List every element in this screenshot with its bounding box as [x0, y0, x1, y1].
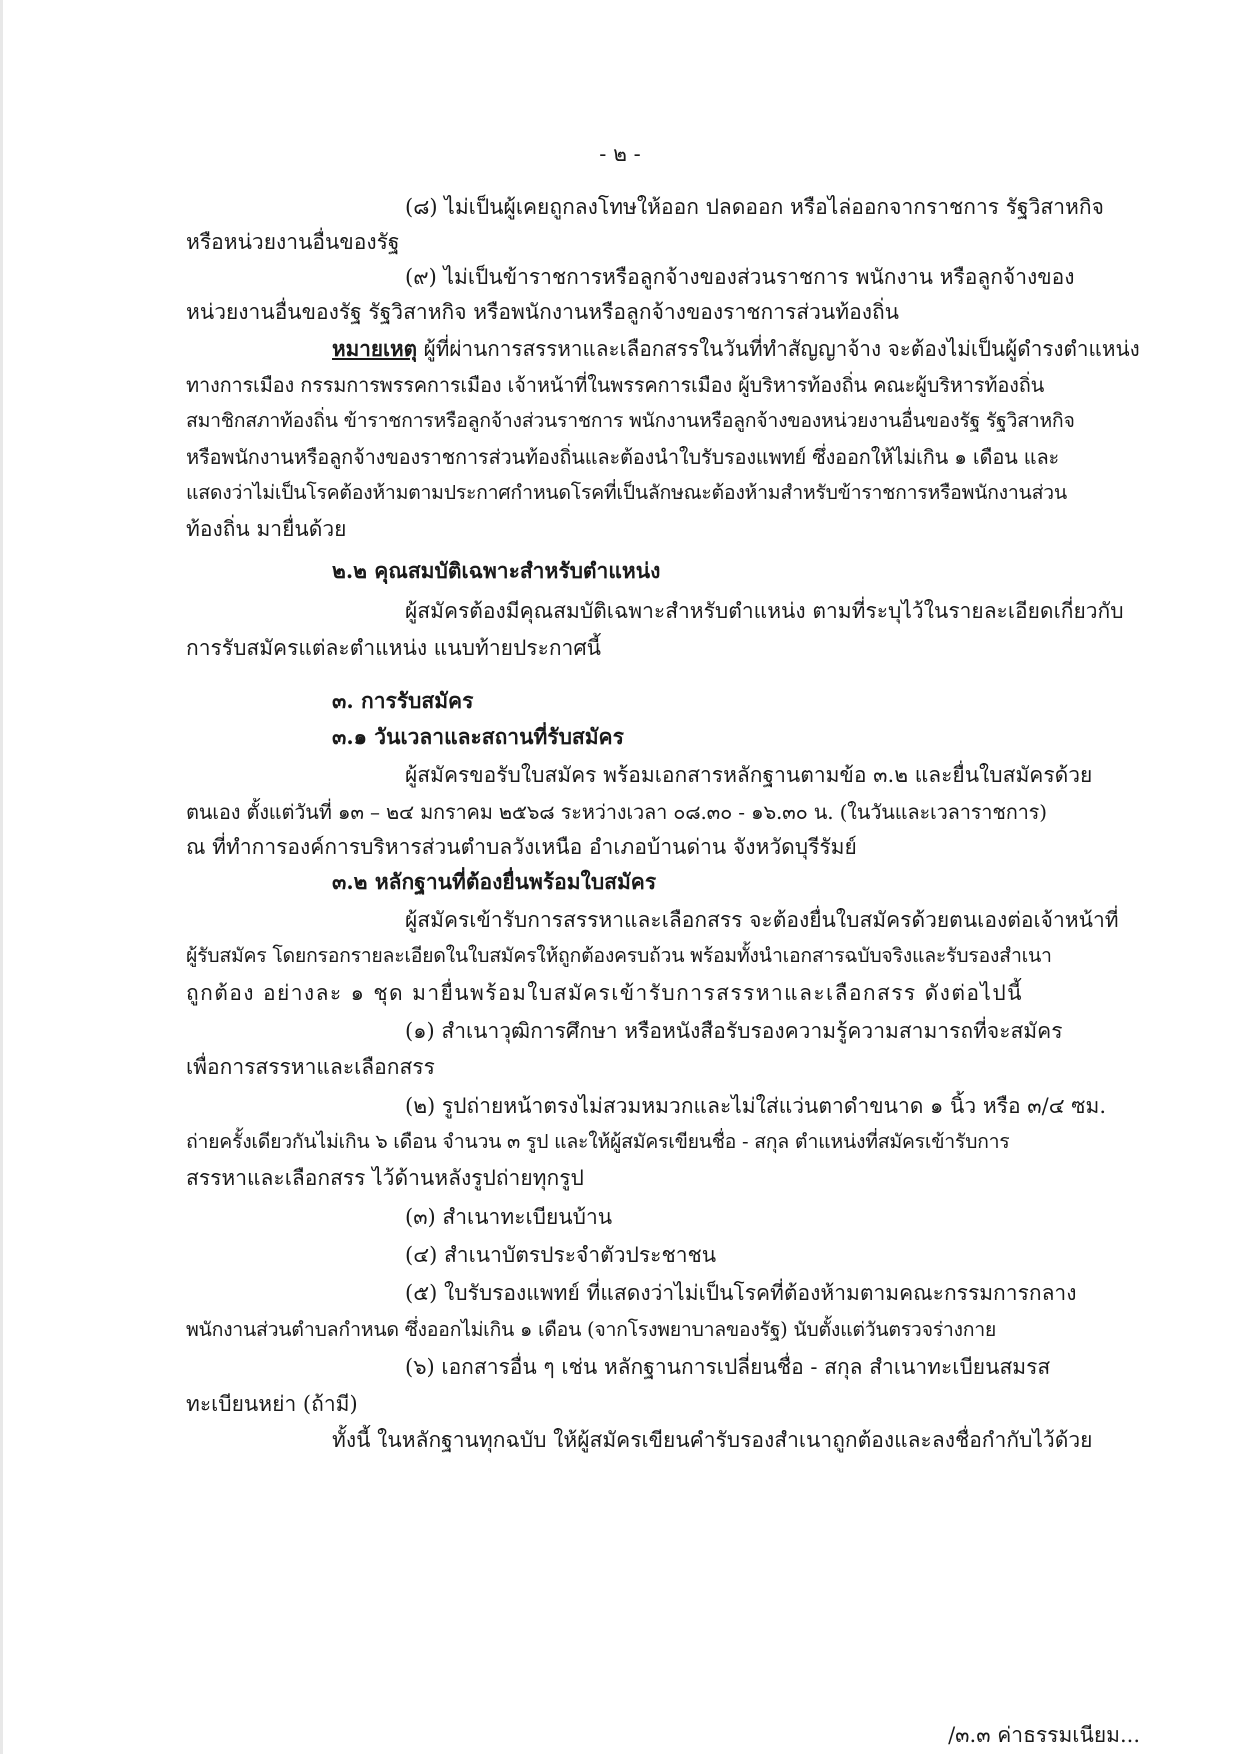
closing-note: ทั้งนี้ ในหลักฐานทุกฉบับ ให้ผู้สมัครเขียนคำรับรองสำเนาถูกต้องและลงชื่อกำกับไว้ด้วย	[332, 1428, 1093, 1452]
heading-3-1: ๓.๑ วันเวลาและสถานที่รับสมัคร	[332, 724, 624, 749]
doc-6-line-2: ทะเบียนหย่า (ถ้ามี)	[186, 1392, 358, 1416]
heading-2-2: ๒.๒ คุณสมบัติเฉพาะสำหรับตำแหน่ง	[332, 558, 661, 583]
doc-5-line-2: พนักงานส่วนตำบลกำหนด ซึ่งออกไม่เกิน ๑ เดือน (จากโรงพยาบาลของรัฐ) นับตั้งแต่วันตรวจร่างกาย	[186, 1318, 997, 1341]
next-page-marker: /๓.๓ ค่าธรรมเนียม...	[948, 1723, 1140, 1747]
section-3-1-line-3: ณ ที่ทำการองค์การบริหารส่วนตำบลวังเหนือ อำเภอบ้านด่าน จังหวัดบุรีรัมย์	[186, 835, 857, 859]
section-3-2-line-3: ถูกต้อง อย่างละ ๑ ชุด มายื่นพร้อมใบสมัครเข้ารับการสรรหาและเลือกสรร ดังต่อไปนี้	[186, 981, 1023, 1005]
section-3-1-line-2: ตนเอง ตั้งแต่วันที่ ๑๓ – ๒๔ มกราคม ๒๕๖๘ ระหว่างเวลา ๐๘.๓๐ - ๑๖.๓๐ น. (ในวันและเวลาราชการ)	[186, 800, 1047, 824]
doc-1-line-2: เพื่อการสรรหาและเลือกสรร	[186, 1055, 435, 1079]
section-2-2-line-1: ผู้สมัครต้องมีคุณสมบัติเฉพาะสำหรับตำแหน่ง ตามที่ระบุไว้ในรายละเอียดเกี่ยวกับ	[405, 599, 1124, 623]
note-line-2: ทางการเมือง กรรมการพรรคการเมือง เจ้าหน้าที่ในพรรคการเมือง ผู้บริหารท้องถิ่น คณะผู้บริหารท้องถิ่น	[186, 373, 1045, 397]
section-3-1-line-1: ผู้สมัครขอรับใบสมัคร พร้อมเอกสารหลักฐานตามข้อ ๓.๒ และยื่นใบสมัครด้วย	[405, 763, 1093, 787]
note-line-5: แสดงว่าไม่เป็นโรคต้องห้ามตามประกาศกำหนดโรคที่เป็นลักษณะต้องห้ามสำหรับข้าราชการหรือพนักงานส่วน	[186, 481, 1067, 504]
note-line-6: ท้องถิ่น มายื่นด้วย	[186, 517, 347, 541]
doc-4: (๔) สำเนาบัตรประจำตัวประชาชน	[405, 1243, 717, 1267]
item-9-line-1: (๙) ไม่เป็นข้าราชการหรือลูกจ้างของส่วนราชการ พนักงาน หรือลูกจ้างของ	[405, 265, 1075, 289]
heading-3-2: ๓.๒ หลักฐานที่ต้องยื่นพร้อมใบสมัคร	[332, 869, 657, 894]
doc-3: (๓) สำเนาทะเบียนบ้าน	[405, 1205, 613, 1229]
item-8-line-1: (๘) ไม่เป็นผู้เคยถูกลงโทษให้ออก ปลดออก หรือไล่ออกจากราชการ รัฐวิสาหกิจ	[405, 195, 1104, 219]
item-8-line-2: หรือหน่วยงานอื่นของรัฐ	[186, 230, 400, 254]
note-text: ผู้ที่ผ่านการสรรหาและเลือกสรรในวันที่ทำสัญญาจ้าง จะต้องไม่เป็นผู้ดำรงตำแหน่ง	[417, 337, 1140, 361]
note-line-3: สมาชิกสภาท้องถิ่น ข้าราชการหรือลูกจ้างส่วนราชการ พนักงานหรือลูกจ้างของหน่วยงานอื่นของรัฐ รัฐวิสาหกิจ	[186, 409, 1075, 432]
section-2-2-line-2: การรับสมัครแต่ละตำแหน่ง แนบท้ายประกาศนี้	[186, 636, 602, 660]
note-line-1	[332, 334, 1140, 364]
doc-5-line-1: (๕) ใบรับรองแพทย์ ที่แสดงว่าไม่เป็นโรคที่ต้องห้ามตามคณะกรรมการกลาง	[405, 1281, 1077, 1305]
note-line-4: หรือพนักงานหรือลูกจ้างของราชการส่วนท้องถิ่นและต้องนำใบรับรองแพทย์ ซึ่งออกให้ไม่เกิน ๑ เดือน และ	[186, 445, 1060, 469]
section-3-2-line-1: ผู้สมัครเข้ารับการสรรหาและเลือกสรร จะต้องยื่นใบสมัครด้วยตนเองต่อเจ้าหน้าที่	[405, 908, 1119, 932]
doc-2-line-3: สรรหาและเลือกสรร ไว้ด้านหลังรูปถ่ายทุกรูป	[186, 1166, 584, 1190]
heading-3: ๓. การรับสมัคร	[332, 688, 474, 713]
doc-2-line-1: (๒) รูปถ่ายหน้าตรงไม่สวมหมวกและไม่ใส่แว่นตาดำขนาด ๑ นิ้ว หรือ ๓/๔ ซม.	[405, 1094, 1107, 1118]
section-3-2-line-2: ผู้รับสมัคร โดยกรอกรายละเอียดในใบสมัครให้ถูกต้องครบถ้วน พร้อมทั้งนำเอกสารฉบับจริงและรับรองสำเนา	[186, 944, 1052, 967]
item-9-line-2: หน่วยงานอื่นของรัฐ รัฐวิสาหกิจ หรือพนักงานหรือลูกจ้างของราชการส่วนท้องถิ่น	[186, 300, 900, 324]
doc-2-line-2: ถ่ายครั้งเดียวกันไม่เกิน ๖ เดือน จำนวน ๓ รูป และให้ผู้สมัครเขียนชื่อ - สกุล ตำแหน่งที่สมัครเข้ารับการ	[186, 1130, 1010, 1153]
scan-edge	[0, 0, 3, 1754]
doc-1-line-1: (๑) สำเนาวุฒิการศึกษา หรือหนังสือรับรองความรู้ความสามารถที่จะสมัคร	[405, 1019, 1063, 1043]
doc-6-line-1: (๖) เอกสารอื่น ๆ เช่น หลักฐานการเปลี่ยนชื่อ - สกุล สำเนาทะเบียนสมรส	[405, 1355, 1051, 1379]
note-label: หมายเหตุ	[332, 336, 418, 361]
page-number: - ๒ -	[599, 142, 641, 166]
